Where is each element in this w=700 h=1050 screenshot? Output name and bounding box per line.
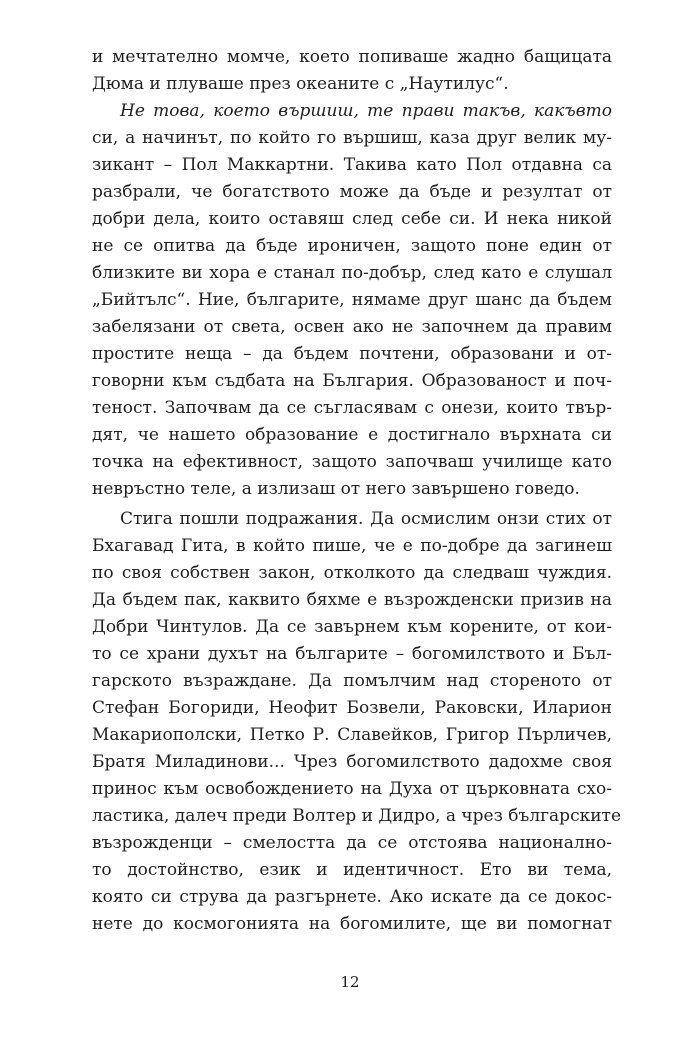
body-text	[92, 44, 622, 938]
text-line: Братя Миладинови... Чрез богомилството дадохме своя	[92, 752, 612, 772]
text-line: добри дела, които оставяш след себе си. И нека никой	[92, 209, 612, 229]
text-line: то достойнство, език и идентичност. Ето ви тема,	[92, 860, 612, 880]
text-line: която си струва да разгърнете. Ако искате да се докос-	[92, 887, 612, 907]
text-line: гарското възраждане. Да помълчим над стореното от	[92, 671, 612, 691]
text-line: Добри Чинтулов. Да се завърнем към корените, от кои-	[92, 617, 612, 637]
text-line: принос към освобождението на Духа от църковната схо-	[92, 779, 612, 799]
text-line: нете до космогонията на богомилите, ще ви помогнат	[92, 914, 612, 934]
text-line: възрожденци – смелостта да се отстоява национално-	[92, 833, 612, 853]
text-line: „Бийтълс“. Ние, българите, нямаме друг шанс да бъдем	[92, 290, 612, 310]
text-line: точка на ефективност, защото започваш училище като	[92, 452, 612, 472]
text-line: Да бъдем пак, каквито бяхме е възрожденски призив на	[92, 590, 612, 610]
text-line: Не това, което вършиш, те прави такъв, какъвто	[120, 101, 612, 121]
text-line: и мечтателно момче, което попиваше жадно бащицата	[92, 47, 612, 67]
text-line: Макариополски, Петко Р. Славейков, Григор Пърличев,	[92, 725, 612, 745]
text-line: ластика, далеч преди Волтер и Дидро, а чрез българските	[92, 806, 622, 826]
text-line: Стига пошли подражания. Да осмислим онзи стих от	[120, 509, 612, 529]
text-line: теност. Започвам да се съгласявам с онези, които твър-	[92, 398, 612, 418]
text-line: разбрали, че богатството може да бъде и резултат от	[92, 182, 612, 202]
text-line: си, а начинът, по който го вършиш, каза друг велик му-	[92, 128, 612, 148]
text-line: простите неща – да бъдем почтени, образовани и от-	[92, 344, 612, 364]
text-line: близките ви хора е станал по-добър, след като е слушал	[92, 263, 612, 283]
text-line: зикант – Пол Маккартни. Такива като Пол отдавна са	[92, 155, 612, 175]
text-line: невръстно теле, а излизаш от него завършено говедо.	[92, 479, 580, 499]
text-line: Бхагавад Гита, в който пише, че е по-добре да загинеш	[92, 536, 612, 556]
text-line: то се храни духът на българите – богомилството и Бъл-	[92, 644, 612, 664]
text-line: Стефан Богориди, Неофит Бозвели, Раковски, Иларион	[92, 698, 612, 718]
page-number: 12	[340, 973, 360, 991]
text-line: Дюма и плуваше през океаните с „Наутилус“.	[92, 74, 509, 94]
text-line: не се опитва да бъде ироничен, защото поне един от	[92, 236, 612, 256]
text-line: дят, че нашето образование е достигнало върхната си	[92, 425, 612, 445]
text-line: по своя собствен закон, отколкото да следваш чуждия.	[92, 563, 612, 583]
text-line: забелязани от света, освен ако не започнем да правим	[92, 317, 612, 337]
text-line: говорни към съдбата на България. Образованост и поч-	[92, 371, 612, 391]
